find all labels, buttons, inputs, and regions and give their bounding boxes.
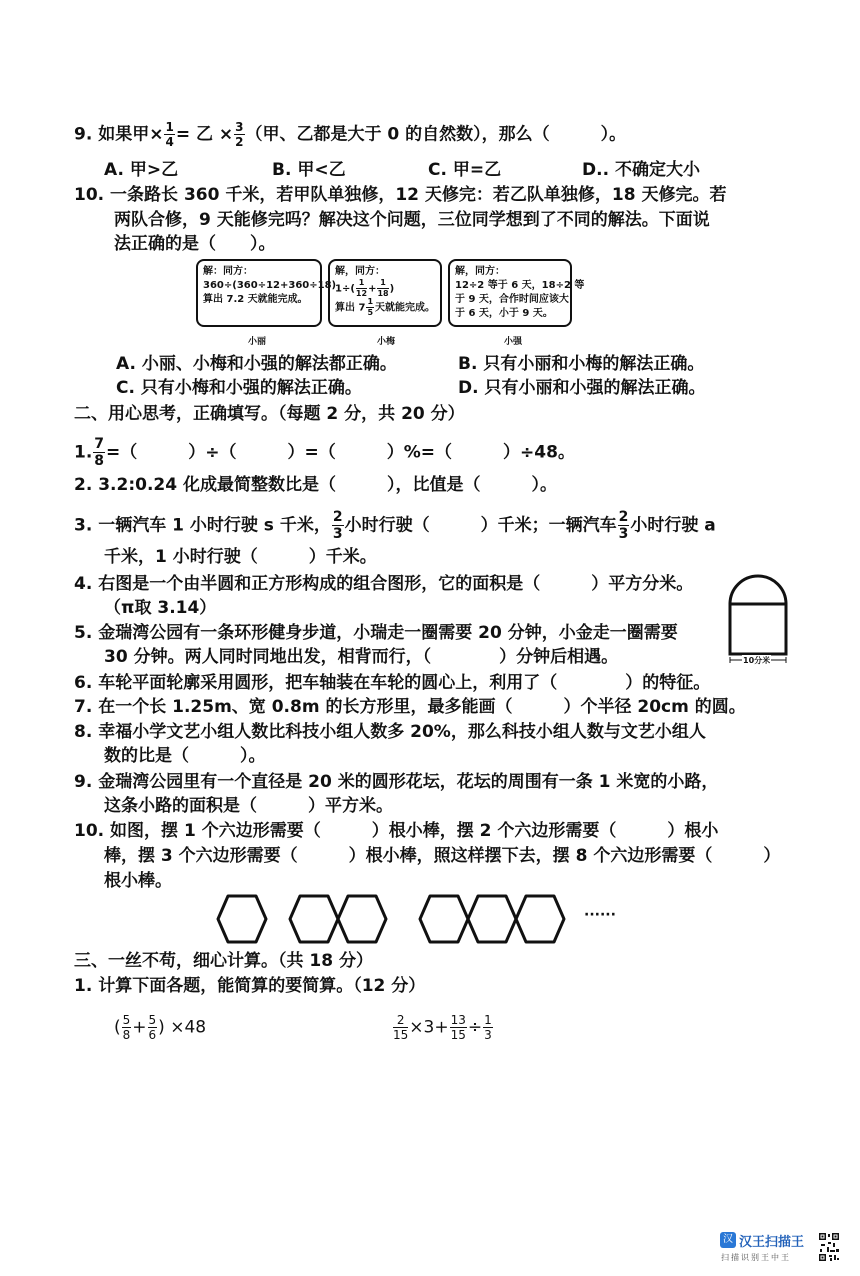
s3-item1: 1. 计算下面各题，能简算的要简算。（12 分）: [74, 976, 426, 996]
q10-option-a: A. 小丽、小梅和小强的解法都正确。: [116, 354, 397, 374]
caption-xiaomei: 小梅: [377, 337, 396, 347]
hexagon: [468, 896, 516, 942]
q9-stem: 9. 如果甲× $\frac{1}{4}$ = 乙 × $\frac{3}{2}$ （甲、乙都是大于 0 的自然数），那么（ ）。: [74, 120, 627, 149]
s2-item10-line2: 棒，摆 3 个六边形需要（ ）根小棒，照这样摆下去，摆 8 个六边形需要（ ）: [104, 846, 781, 866]
figure-label: 10分米: [743, 656, 771, 665]
s2-item7: 7. 在一个长 1.25m、宽 0.8m 的长方形里，最多能画（ ）个半径 20cm 的圆。: [74, 697, 746, 717]
s2-item3-line1: 3. 一辆汽车 1 小时行驶 s 千米， $\frac{2}{3}$ 小时行驶（ ）千米；一辆汽车 $\frac{2}{3}$ 小时行驶 a: [74, 509, 716, 542]
expression-2: $\frac{2}{15}$ ×3+ $\frac{13}{15}$ ÷ $\frac{1}{3}$: [393, 1013, 492, 1042]
expression-1: ( $\frac{5}{8}$ + $\frac{5}{6}$ ) ×48: [114, 1013, 207, 1042]
fraction: $\frac{2}{3}$: [618, 509, 629, 542]
section2-title: 二、用心思考，正确填写。（每题 2 分，共 20 分）: [74, 404, 465, 424]
semicircle-square-figure: [722, 560, 794, 670]
s2-item3-line2: 千米，1 小时行驶（ ）千米。: [104, 547, 377, 567]
scanner-logo: [720, 1232, 840, 1268]
q10-line2: 两队合修，9 天能修完吗？解决这个问题，三位同学想到了不同的解法。下面说: [114, 210, 710, 230]
q10-option-d: D. 只有小丽和小强的解法正确。: [458, 378, 706, 398]
fraction: $\frac{1}{5}$: [367, 297, 374, 317]
hexagon: [420, 896, 468, 942]
solution-box-xiaoqiang: 解，同方： 12÷2 等于 6 天，18÷2 等 于 9 天，合作时间应该大 于 6 天，小于 9 天。: [448, 259, 572, 327]
q9-option-c: C. 甲=乙: [428, 160, 502, 180]
hexagon-pattern-figure: [210, 890, 580, 948]
q9-option-a: A. 甲>乙: [104, 160, 179, 180]
logo-badge-icon: 汉: [720, 1232, 736, 1248]
caption-xiaoli: 小丽: [248, 337, 267, 347]
logo-subtitle: 扫描识别王中王: [721, 1253, 791, 1262]
fraction: $\frac{5}{8}$: [122, 1013, 131, 1042]
fraction: $\frac{1}{3}$: [484, 1013, 492, 1042]
s2-item4-line1: 4. 右图是一个由半圆和正方形构成的组合图形，它的面积是（ ）平方分米。: [74, 574, 694, 594]
q10-line1: 10. 一条路长 360 千米，若甲队单独修，12 天修完：若乙队单独修，18 天修完。若: [74, 185, 727, 205]
q10-option-c: C. 只有小梅和小强的解法正确。: [116, 378, 362, 398]
solution-box-xiaomei: 解，同方： 1÷( $\frac{1}{12}$ + $\frac{1}{18}$ ) 算出 7 $\frac{1}{5}$ 天就能完成。: [328, 259, 442, 327]
s2-item5-line1: 5. 金瑞湾公园有一条环形健身步道，小瑞走一圈需要 20 分钟，小金走一圈需要: [74, 623, 678, 643]
s2-item10-line3: 根小棒。: [104, 871, 172, 891]
fraction: $\frac{1}{18}$: [377, 278, 389, 298]
q10-line3: 法正确的是（ ）。: [114, 234, 276, 254]
s2-item10-line1: 10. 如图，摆 1 个六边形需要（ ）根小棒，摆 2 个六边形需要（ ）根小: [74, 821, 719, 841]
hexagon: [218, 896, 266, 942]
s2-item8-line1: 8. 幸福小学文艺小组人数比科技小组人数多 20%，那么科技小组人数与文艺小组人: [74, 722, 706, 742]
fraction: $\frac{5}{6}$: [148, 1013, 157, 1042]
q9-option-b: B. 甲<乙: [272, 160, 346, 180]
fraction: $\frac{2}{15}$: [393, 1013, 409, 1042]
fraction: $\frac{7}{8}$: [94, 436, 105, 469]
caption-xiaoqiang: 小强: [504, 337, 523, 347]
q9-option-d: D.. 不确定大小: [582, 160, 700, 180]
fraction: $\frac{3}{2}$: [235, 120, 244, 149]
qr-code-icon: [818, 1232, 840, 1262]
s2-item4-line2: （π取 3.14）: [104, 598, 217, 618]
fraction: $\frac{2}{3}$: [332, 509, 343, 542]
logo-name: 汉王扫描王: [739, 1235, 805, 1250]
s2-item1: 1. $\frac{7}{8}$ =（ ）÷（ ）=（ ）%=（ ）÷48。: [74, 436, 575, 469]
hexagon: [338, 896, 386, 942]
hexagon: [516, 896, 564, 942]
fraction: $\frac{1}{4}$: [165, 120, 174, 149]
section3-title: 三、一丝不苟，细心计算。（共 18 分）: [74, 951, 373, 971]
s2-item9-line1: 9. 金瑞湾公园里有一个直径是 20 米的圆形花坛，花坛的周围有一条 1 米宽的小路，: [74, 772, 719, 792]
fraction: $\frac{1}{12}$: [355, 278, 368, 298]
q10-option-b: B. 只有小丽和小梅的解法正确。: [458, 354, 705, 374]
s2-item6: 6. 车轮平面轮廓采用圆形，把车轴装在车轮的圆心上，利用了（ ）的特征。: [74, 673, 711, 693]
s2-item8-line2: 数的比是（ ）。: [104, 746, 266, 766]
s2-item9-line2: 这条小路的面积是（ ）平方米。: [104, 796, 393, 816]
s2-item5-line2: 30 分钟。两人同时同地出发，相背而行，（ ）分钟后相遇。: [104, 647, 619, 667]
hexagon: [290, 896, 338, 942]
s2-item2: 2. 3.2:0.24 化成最简整数比是（ ），比值是（ ）。: [74, 475, 557, 495]
solution-box-xiaoli: 解：同方： 360÷(360÷12+360÷18) 算出 7.2 天就能完成。: [196, 259, 322, 327]
fraction: $\frac{13}{15}$: [450, 1013, 466, 1042]
ellipsis: ······: [584, 907, 616, 923]
